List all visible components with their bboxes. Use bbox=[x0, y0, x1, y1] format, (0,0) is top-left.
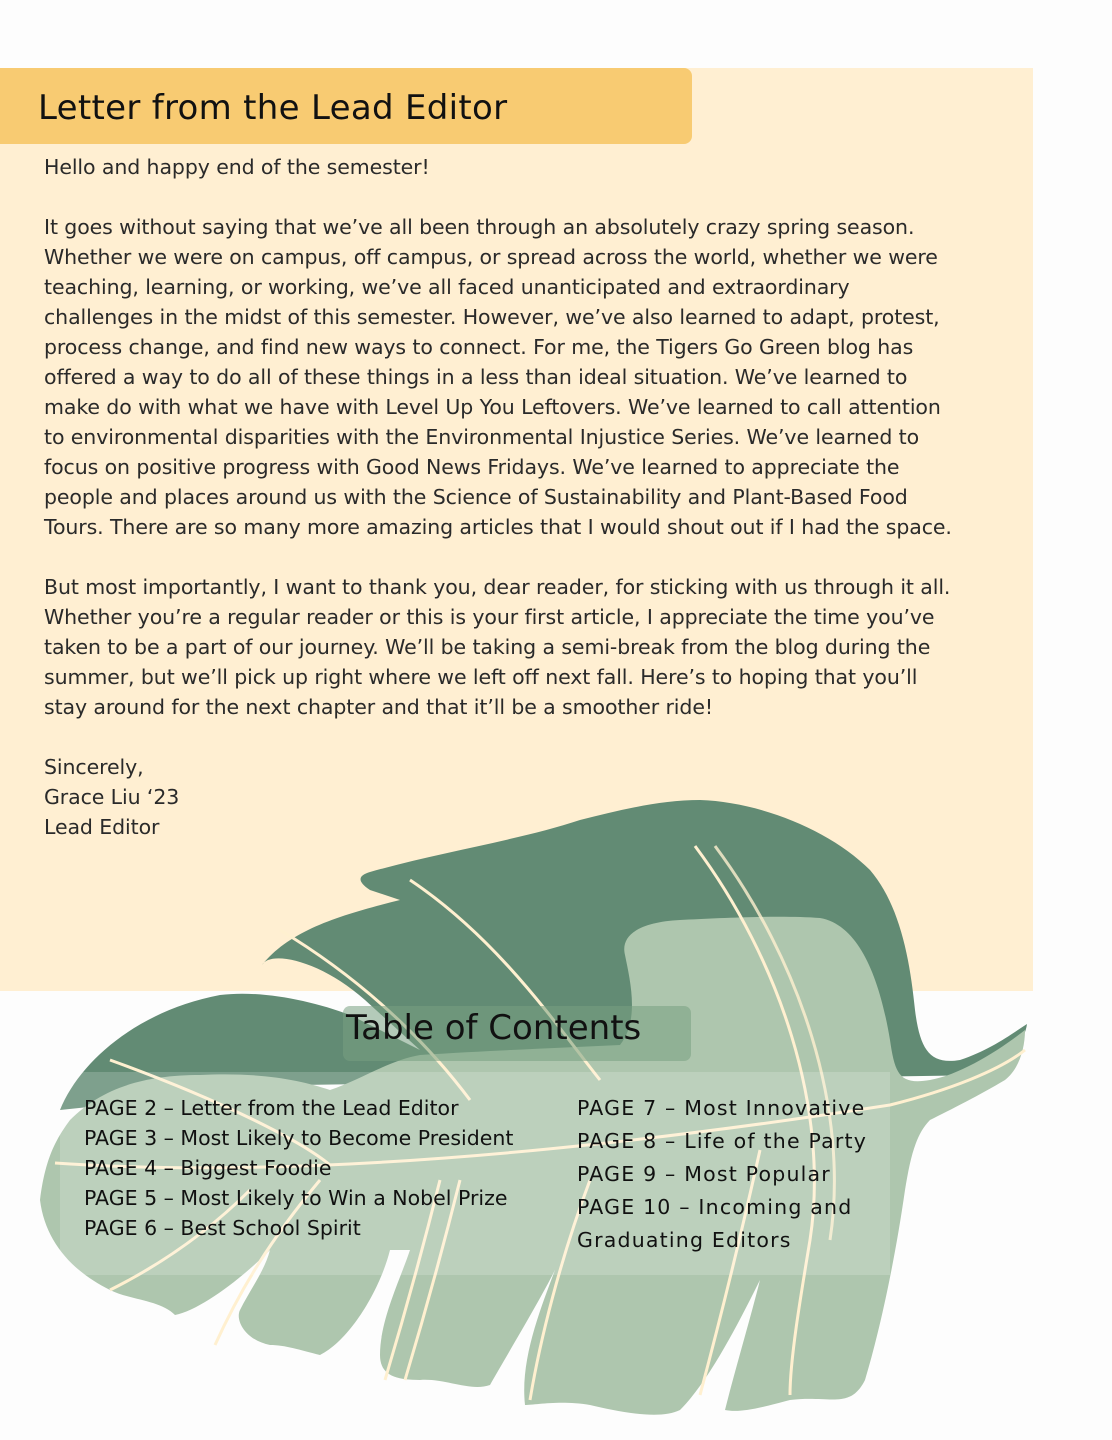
toc-item: PAGE 2 – Letter from the Lead Editor bbox=[84, 1096, 459, 1120]
toc-item: Graduating Editors bbox=[577, 1228, 792, 1252]
author-name: Grace Liu ‘23 bbox=[44, 785, 180, 809]
toc-right-column bbox=[577, 1092, 867, 1257]
letter-title: Letter from the Lead Editor bbox=[38, 88, 508, 128]
toc-item: PAGE 4 – Biggest Foodie bbox=[84, 1156, 332, 1180]
letter-greeting: Hello and happy end of the semester! bbox=[44, 155, 430, 179]
toc-item: PAGE 9 – Most Popular bbox=[577, 1162, 831, 1186]
toc-item: PAGE 6 – Best School Spirit bbox=[84, 1216, 361, 1240]
toc-left-column bbox=[84, 1093, 513, 1243]
signoff: Sincerely, bbox=[44, 755, 144, 779]
author-role: Lead Editor bbox=[44, 815, 160, 839]
letter-paragraph-1: It goes without saying that we’ve all been through an absolutely crazy spring season. Whether we were on campus, off campus, or spread across the world, whether we were teaching, learning, or working, we’ve all faced unanticipated and extraordinary challenges in the midst of this semester. However, we’ve also learned to adapt, protest, process change, and find new ways to connect. For me, the Tigers Go Green blog has offered a way to do all of these things in a less than ideal situation. We’ve learned to make do with what we have with Level Up You Leftovers. We’ve learned to call attention to environmental disparities with the Environmental Injustice Series. We’ve learned to focus on positive progress with Good News Fridays. We’ve learned to appreciate the people and places around us with the Science of Sustainability and Plant-Based Food Tours. There are so many more amazing articles that I would shout out if I had the space. bbox=[44, 215, 952, 539]
toc-title: Table of Contents bbox=[346, 1008, 642, 1048]
letter-paragraph-2: But most importantly, I want to thank you, dear reader, for sticking with us through it all. Whether you’re a regular reader or this is your first article, I appreciate the time you’ve taken to be a part of our journey. We’ll be taking a semi-break from the blog during the summer, but we’ll pick up right where we left off next fall. Here’s to hoping that you’ll stay around for the next chapter and that it’ll be a smoother ride! bbox=[44, 575, 951, 719]
toc-item: PAGE 7 – Most Innovative bbox=[577, 1096, 866, 1120]
toc-item: PAGE 10 – Incoming and bbox=[577, 1195, 853, 1219]
toc-item: PAGE 5 – Most Likely to Win a Nobel Prize bbox=[84, 1186, 508, 1210]
toc-item: PAGE 8 – Life of the Party bbox=[577, 1129, 868, 1153]
toc-item: PAGE 3 – Most Likely to Become President bbox=[84, 1126, 514, 1150]
